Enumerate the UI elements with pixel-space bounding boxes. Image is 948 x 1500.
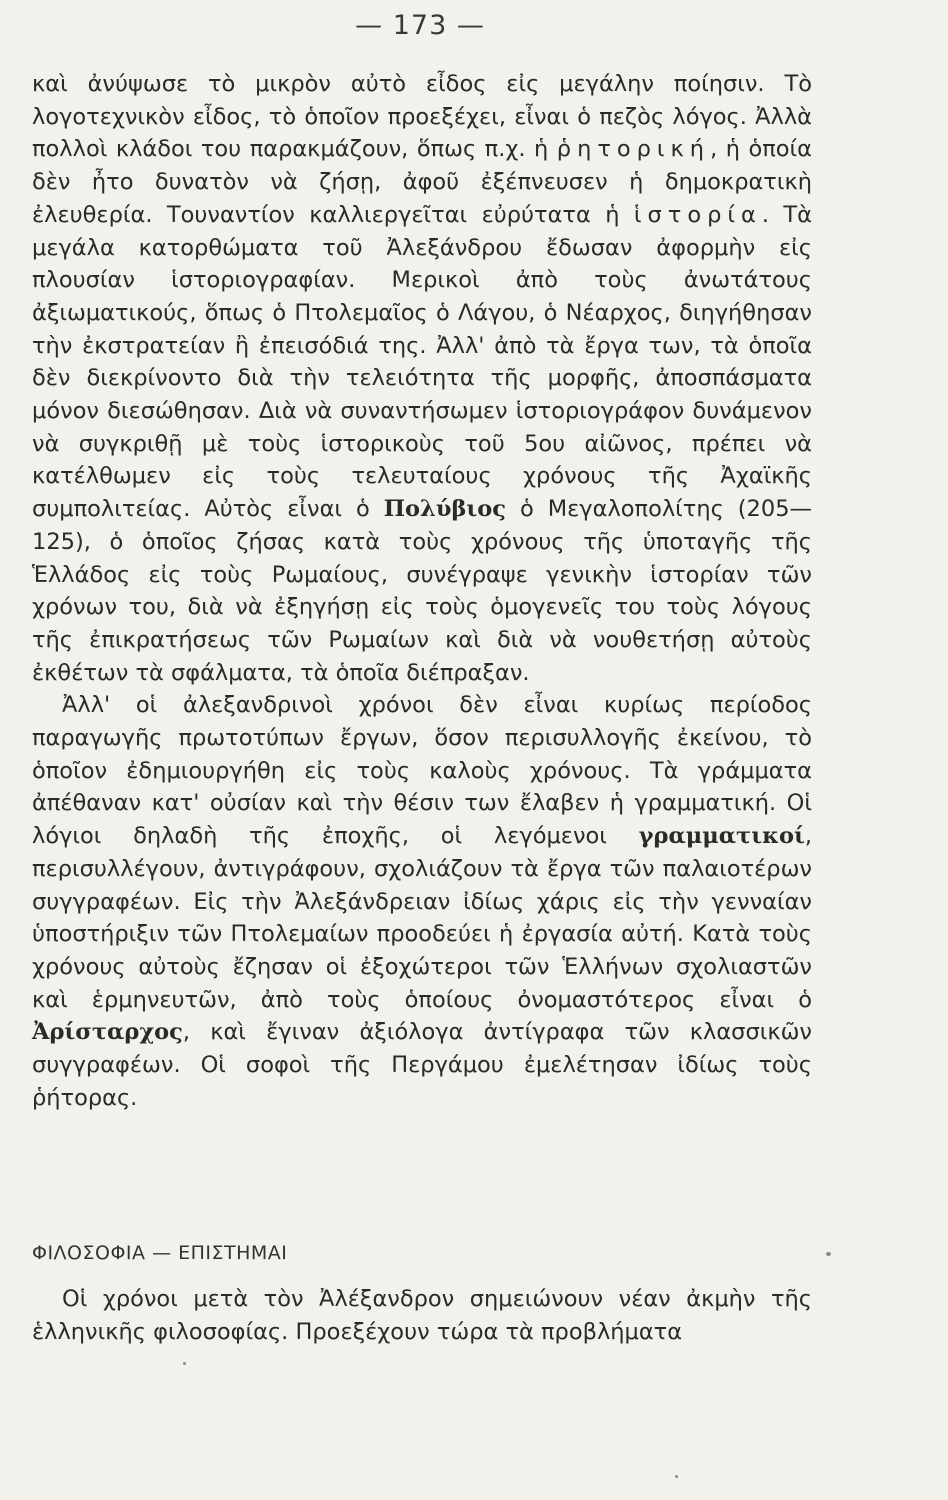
name-aristarchus: Ἀρίσταρχος (32, 1019, 183, 1046)
paragraph-1-text-5: ὁ Μεγαλοπολίτης (205—125), ὁ ὁποῖος ζήσας κατὰ τοὺς χρόνους τῆς ὑποταγῆς τῆς Ἑλλάδος εἰς τοὺς Ρωμαίους, συνέγραψε γενικὴν ἱστορίαν τῶν χρόνων του, διὰ νὰ ἐξηγήσῃ εἰς τοὺς ὁμογενεῖς του τοὺς λόγους τῆς ἐπικρατήσεως τῶν Ρωμαίων καὶ διὰ νὰ νουθετήσῃ αὐτοὺς ἐκθέτων τὰ σφάλματα, τὰ ὁποῖα διέπραξαν. (32, 496, 813, 686)
paragraph-1-text-4: . Τὰ μεγάλα κατορθώματα τοῦ Ἀλεξάνδρου ἔδωσαν ἀφορμὴν εἰς πλουσίαν ἱστοριογραφίαν. Μερικοὶ ἀπὸ τοὺς ἀνωτάτους ἀξιωματικούς, ὅπως ὁ Πτολεμαῖος ὁ Λάγου, ὁ Νέαρχος, διηγήθησαν τὴν ἐκστρατείαν ἢ ἐπεισόδιά της. Ἀλλ' ἀπὸ τὰ ἔργα των, τὰ ὁποῖα δὲν διεκρίνοντο διὰ τὴν τελειότητα τῆς μορφῆς, ἀποσπάσματα μόνον διεσώθησαν. Διὰ νὰ συναντήσωμεν ἱστοριογράφον δυνάμενον νὰ συγκριθῇ μὲ τοὺς ἱστορικοὺς τοῦ 5ου αἰῶνος, πρέπει νὰ κατέλθωμεν εἰς τοὺς τελευταίους χρόνους τῆς Ἀχαϊκῆς συμπολιτείας. Αὐτὸς εἶναι ὁ (32, 201, 812, 523)
paragraph-poetry-prose-history (32, 68, 812, 689)
term-grammatikoi: γραμματικοί (638, 823, 805, 850)
main-text-block (32, 68, 812, 1115)
paragraph-philosophy: Οἱ χρόνοι μετὰ τὸν Ἀλέξανδρον σημειώνουν νέαν ἀκμὴν τῆς ἑλληνικῆς φιλοσοφίας. Προεξέχουν τώρα τὰ προβλήματα (32, 1286, 812, 1345)
paragraph-1-text-3: , ἡ ὁποία δὲν ἦτο δυνατὸν νὰ ζήσῃ, ἀφοῦ ἐξέπνευσεν ἡ δημοκρατικὴ ἐλευθερία. Τουναντίον καλλιεργεῖται εὐρύτατα ἡ (32, 136, 812, 228)
paragraph-2-text-3: , καὶ ἔγιναν ἀξιόλογα ἀντίγραφα τῶν κλασσικῶν συγγραφέων. Οἱ σοφοὶ τῆς Περγάμου ἐμελέτησαν ἰδίως τοὺς ῥήτορας. (32, 1019, 812, 1111)
paragraph-2-text-2: , περισυλλέγουν, ἀντιγράφουν, σχολιάζουν τὰ ἔργα τῶν παλαιοτέρων συγγραφέων. Εἰς τὴν Ἀλεξάνδρειαν ἰδίως χάρις εἰς τὴν γενναίαν ὑποστήριξιν τῶν Πτολεμαίων προοδεύει ἡ ἐργασία αὐτή. Κατὰ τοὺς χρόνους αὐτοὺς ἔζησαν οἱ ἐξοχώτεροι τῶν Ἑλλήνων σχολιαστῶν καὶ ἑρμηνευτῶν, ἀπὸ τοὺς ὁποίους ὀνομαστότερος εἶναι ὁ (32, 823, 812, 1013)
section-text-block (32, 1283, 812, 1348)
paragraph-2-text-1: Ἀλλ' οἱ ἀλεξανδρινοὶ χρόνοι δὲν εἶναι κυρίως περίοδος παραγωγῆς πρωτοτύπων ἔργων, ὅσον περισυλλογῆς ἐκείνου, τὸ ὁποῖον ἐδημιουργήθη εἰς τοὺς καλοὺς χρόνους. Τὰ γράμματα ἀπέθαναν κατ' οὐσίαν καὶ τὴν θέσιν των ἔλαβεν ἡ γραμματική. Οἱ λόγιοι δηλαδὴ τῆς ἐποχῆς, οἱ λεγόμενοι (32, 692, 812, 850)
paragraph-1-text-2: Τὸ λογοτεχνικὸν εἶδος, τὸ ὁποῖον προεξέχει, εἶναι ὁ πεζὸς λόγος. Ἀλλὰ πολλοὶ κλάδοι του παρακμάζουν, ὅπως π.χ. ἡ (32, 71, 812, 163)
page-number: — 173 — (355, 10, 485, 41)
emphasis-history: ἱστορία (633, 201, 762, 228)
paragraph-1-text-1: καὶ ἀνύψωσε τὸ μικρὸν αὐτὸ εἶδος εἰς μεγάλην ποίησιν. (32, 71, 765, 97)
section-heading-philosophy-sciences: ΦΙΛΟΣΟΦΙΑ — ΕΠΙΣΤΗΜΑΙ (32, 1242, 288, 1264)
emphasis-rhetoric: ῥητορική (556, 136, 711, 163)
paragraph-alexandrian-grammarians (32, 689, 812, 1114)
paper-speck (675, 1475, 678, 1478)
paper-speck (826, 1252, 831, 1256)
paper-speck (183, 1362, 186, 1365)
name-polybius: Πολύβιος (383, 496, 506, 523)
